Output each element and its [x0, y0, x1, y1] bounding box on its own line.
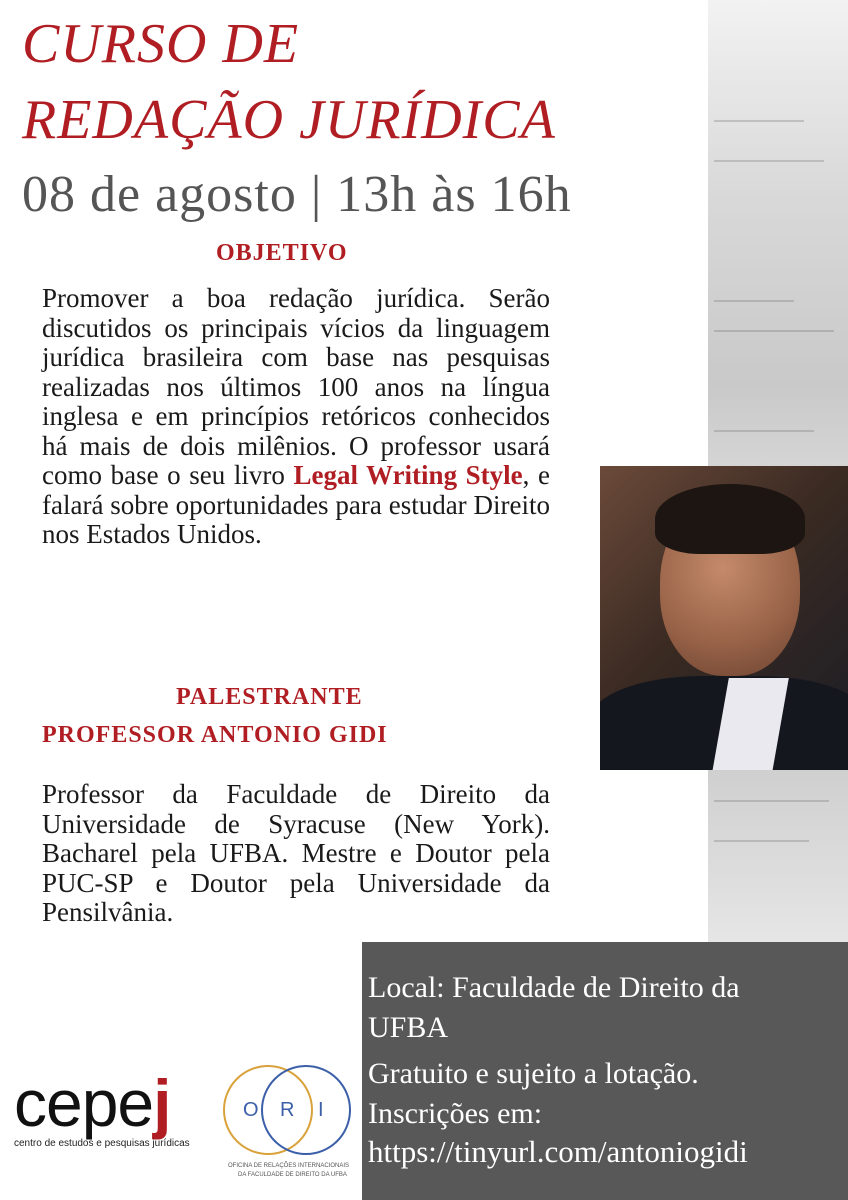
speaker-heading: PALESTRANTE [176, 684, 363, 710]
ori-logo [218, 1060, 358, 1160]
info-signup: Inscrições em: [368, 1097, 543, 1130]
ori-tagline-1: OFICINA DE RELAÇÕES INTERNACIONAIS [228, 1163, 350, 1169]
info-free: Gratuito e sujeito a lotação. [368, 1057, 699, 1090]
info-local-line2: UFBA [368, 1011, 449, 1044]
title-line-1: CURSO DE [22, 13, 300, 75]
event-date: 08 de agosto | 13h às 16h [22, 166, 572, 223]
objective-paragraph [42, 284, 550, 550]
cepej-logo-text: cepe [14, 1066, 154, 1140]
info-local-line1: Local: Faculdade de Direito da [368, 971, 740, 1004]
ori-letter-o: O [243, 1099, 259, 1121]
ori-letter-r: R [280, 1099, 295, 1121]
signup-link[interactable]: https://tinyurl.com/antoniogidi [368, 1134, 748, 1169]
objective-heading: OBJETIVO [216, 240, 348, 266]
cepej-logo-j: j [153, 1066, 171, 1140]
cepej-tagline: centro de estudos e pesquisas jurídicas [14, 1138, 190, 1149]
speaker-photo [600, 466, 848, 770]
ori-letter-i: I [318, 1099, 324, 1121]
title-line-2: REDAÇÃO JURÍDICA [22, 89, 556, 151]
book-title: Legal Writing Style [293, 460, 523, 490]
speaker-bio: Professor da Faculdade de Direito da Universidade de Syracuse (New York). Bacharel pela UFBA. Mestre e Doutor pela PUC-SP e Doutor pela Universidade da Pensilvânia. [42, 779, 550, 927]
cepej-logo [14, 1066, 171, 1140]
objective-text-before: Promover a boa redação jurídica. Serão discutidos os principais vícios da linguagem jurídica brasileira com base nas pesquisas realizadas nos últimos 100 anos na língua inglesa e em princípios retóricos conhecidos há mais de dois milênios. O professor usará como base o seu livro [42, 283, 550, 490]
speaker-name: PROFESSOR ANTONIO GIDI [42, 722, 388, 748]
ori-tagline-2: DA FACULDADE DE DIREITO DA UFBA [238, 1172, 347, 1178]
objective-text-after: , e falará sobre oportunidades para estudar Direito nos Estados Unidos. [42, 460, 551, 549]
